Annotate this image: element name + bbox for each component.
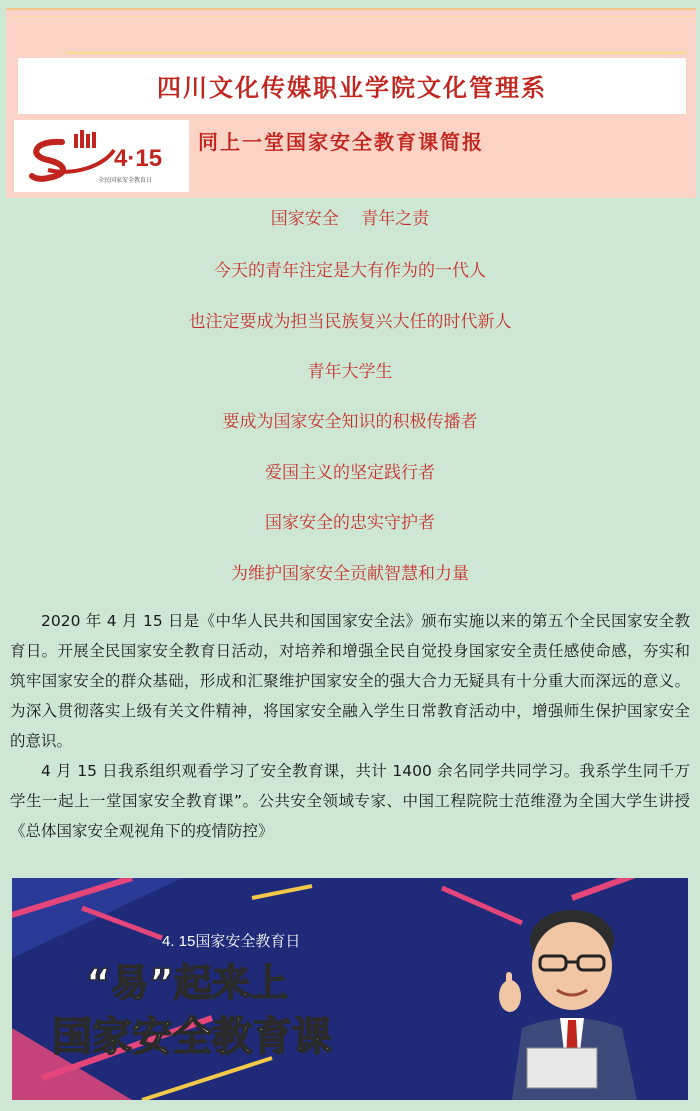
poem-line: 国家安全的忠实守护者 — [265, 513, 435, 533]
course-banner-image — [12, 878, 688, 1100]
logo-caption: 全民国家安全教育日 — [98, 178, 153, 184]
poem-line: 要成为国家安全知识的积极传播者 — [222, 412, 478, 432]
poem-line: 今天的青年注定是大有作为的一代人 — [214, 261, 486, 281]
article-paragraph: 4 月 15 日我系组织观看学习了安全教育课，共计 1400 余名同学共同学习。我系学生同千万学生一起上一堂国家安全教育课”。公共安全领域专家、中国工程院院士范维澄为全国大学生讲授《总体国家安全观视角下的疫情防控》 — [10, 762, 690, 840]
page-subtitle: 同上一堂国家安全教育课简报 — [198, 130, 484, 154]
banner-date-line: 4. 15国家安全教育日 — [162, 933, 301, 950]
article-body — [10, 606, 690, 846]
title-box — [18, 58, 686, 114]
logo-mark-icon — [14, 120, 189, 192]
header-rule-top — [14, 16, 694, 17]
banner-headline: “易”起来上 — [86, 961, 288, 1005]
poem-line: 也注定要成为担当民族复兴大任的时代新人 — [188, 312, 512, 332]
header-panel — [6, 8, 696, 198]
banner-course-title: 国家安全教育课 — [52, 1014, 332, 1060]
poem-line: 爱国主义的坚定践行者 — [265, 463, 435, 483]
poem-line: 国家安全 青年之责 — [270, 209, 430, 229]
banner-graphic — [12, 878, 688, 1100]
article-paragraph: 2020 年 4 月 15 日是《中华人民共和国国家安全法》颁布实施以来的第五个全民国家安全教育日。开展全民国家安全教育日活动，对培养和增强全民自觉投身国家安全责任感使命感，夯实和筑牢国家安全的群众基础，形成和汇聚维护国家安全的强大合力无疑具有十分重大而深远的意义。为深入贯彻落实上级有关文件精神，将国家安全融入学生日常教育活动中，增强师生保护国家安全的意识。 — [10, 612, 690, 750]
header-rule — [66, 52, 686, 54]
logo — [14, 120, 189, 192]
poem-line: 为维护国家安全贡献智慧和力量 — [231, 564, 469, 584]
poem-line: 青年大学生 — [307, 362, 393, 382]
logo-number: 4·15 — [114, 145, 163, 172]
page-title: 四川文化传媒职业学院文化管理系 — [157, 73, 547, 102]
